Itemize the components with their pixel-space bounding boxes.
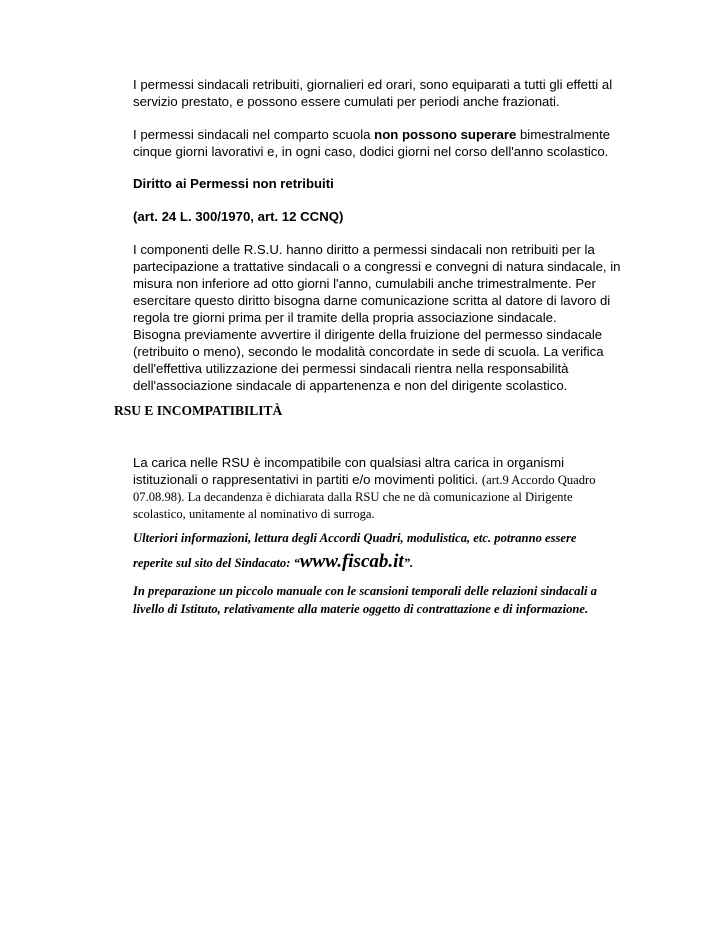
paragraph-permessi-retribuiti xyxy=(133,76,633,110)
text-line: dell'associazione sindacale di appartenenza e non del dirigente scolastico. xyxy=(133,378,568,393)
text-line: I componenti delle R.S.U. hanno diritto a permessi sindacali non retribuiti per la xyxy=(133,242,595,257)
paragraph-comparto-scuola xyxy=(133,126,633,160)
text-line: partecipazione a trattative sindacali o a congressi e convegni di natura sindacale, in xyxy=(133,259,621,274)
text-line xyxy=(133,550,633,575)
text-fragment: ”. xyxy=(403,556,414,570)
paragraph-componenti-rsu xyxy=(133,241,633,326)
text-line: 07.08.98). La decandenza è dichiarata dalla RSU che ne dà comunicazione al Dirigente xyxy=(133,490,573,504)
text-line xyxy=(133,126,633,143)
text-line: La carica nelle RSU è incompatibile con qualsiasi altra carica in organismi xyxy=(133,455,564,470)
paragraph-incompatibilita xyxy=(133,454,633,523)
text-line: (retribuito o meno), secondo le modalità concordate in sede di scuola. La verifica xyxy=(133,344,604,359)
paragraph-ulteriori-informazioni xyxy=(133,527,633,575)
heading-text: Diritto ai Permessi non retribuiti xyxy=(133,176,334,191)
text-line: servizio prestato, e possono essere cumulati per periodi anche frazionati. xyxy=(133,94,560,109)
text-line: regola tre giorni prima per il tramite della propria associazione sindacale. xyxy=(133,310,557,325)
section-heading-rsu: RSU E INCOMPATIBILITÀ xyxy=(114,403,283,418)
text-fragment: istituzionali o rappresentativi in partiti e/o movimenti politici. xyxy=(133,472,482,487)
text-line: esercitare questo diritto bisogna darne comunicazione scritta al datore di lavoro di xyxy=(133,293,611,308)
text-line: In preparazione un piccolo manuale con le scansioni temporali delle relazioni sindacali a xyxy=(133,584,597,598)
text-line: scolastico, unitamente al nominativo di surroga. xyxy=(133,507,375,521)
text-line: livello di Istituto, relativamente alla materie oggetto di contrattazione e di informazione. xyxy=(133,602,589,616)
text-line xyxy=(133,471,633,489)
section-reference xyxy=(133,208,633,225)
text-fragment: I permessi sindacali nel comparto scuola xyxy=(133,127,375,142)
text-fragment: bimestralmente xyxy=(516,127,611,142)
paragraph-manuale xyxy=(133,582,633,618)
text-line: I permessi sindacali retribuiti, giornalieri ed orari, sono equiparati a tutti gli effetti al xyxy=(133,77,613,92)
text-line: cinque giorni lavorativi e, in ogni caso, dodici giorni nel corso dell'anno scolastico. xyxy=(133,144,609,159)
reference-text: (art. 24 L. 300/1970, art. 12 CCNQ) xyxy=(133,209,344,224)
text-line: Bisogna previamente avvertire il dirigente della fruizione del permesso sindacale xyxy=(133,327,603,342)
text-line: dell'effettiva utilizzazione dei permessi sindacali rientra nella responsabilità xyxy=(133,361,569,376)
section-heading-non-retribuiti xyxy=(133,175,633,192)
text-line: misura non inferiore ad otto giorni l'anno, cumulabili anche trimestralmente. Per xyxy=(133,276,596,291)
text-fragment: reperite sul sito del Sindacato: “ xyxy=(133,556,300,570)
text-line: Ulteriori informazioni, lettura degli Accordi Quadri, modulistica, etc. potranno essere xyxy=(133,531,577,545)
paragraph-avvertire-dirigente xyxy=(133,326,633,394)
text-fragment-serif: (art.9 Accordo Quadro xyxy=(481,473,596,487)
bold-emphasis: non possono superare xyxy=(374,127,517,142)
site-link[interactable]: www.fiscab.it xyxy=(299,551,404,572)
